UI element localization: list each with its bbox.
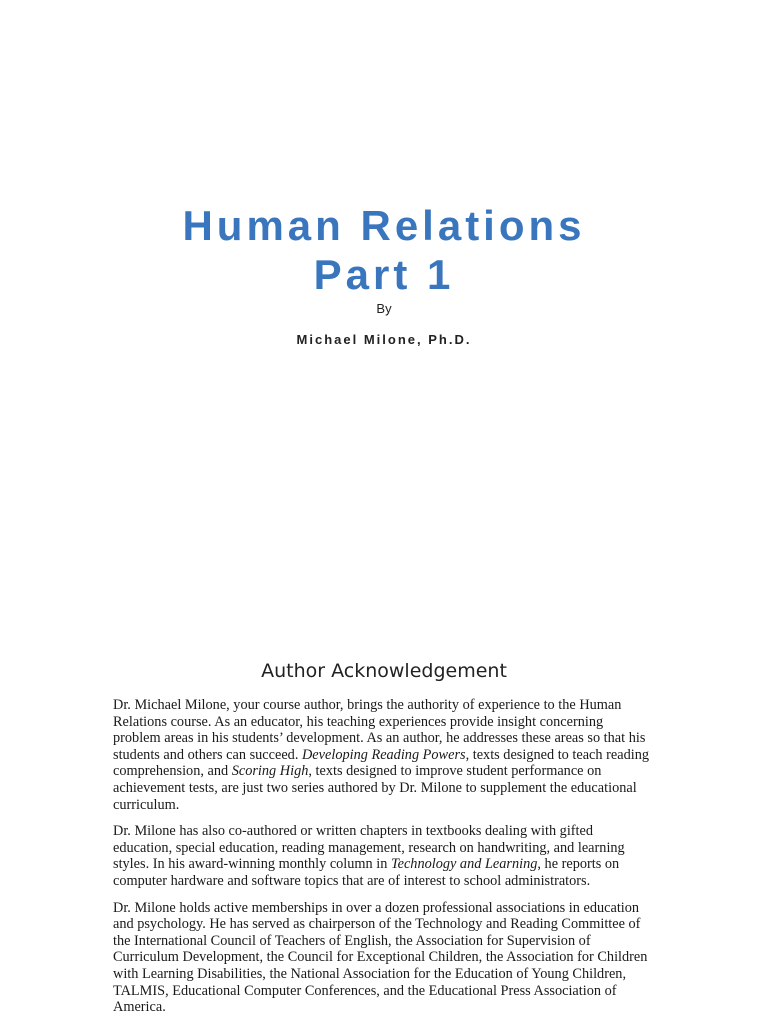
acknowledgement-heading: Author Acknowledgement	[261, 660, 507, 682]
paragraph-1-text-a: Dr. Michael Milone, your course author, brings the authority of experience to the Human Relations course. As an educator, his teaching experiences provide insight concerning problem areas in his students’ development. As an author, he addresses these areas so that his students and others can succeed.	[113, 697, 646, 763]
acknowledgement-body	[113, 697, 653, 1026]
book-title-scoring-high: Scoring High	[231, 763, 309, 780]
acknowledgement-paragraph-3: Dr. Milone holds active memberships in over a dozen professional associations in education and psychology. He has served as chairperson of the Technology and Reading Committee of the International Council of Teachers of English, the Association for Supervision of Curriculum Development, the Council for Exceptional Children, the Association for Children with Learning Disabilities, the National Association for the Education of Young Children, TALMIS, Educational Computer Conferences, and the Educational Press Association of America.	[113, 899, 648, 1016]
paragraph-2-text-a: Dr. Milone has also co-authored or written chapters in textbooks dealing with gifted education, special education, reading management, research on handwriting, and learning styles. In his award-winning monthly column in	[113, 823, 625, 873]
by-label: By	[376, 301, 392, 316]
paragraph-2-text-b: , he reports on computer hardware and software topics that are of interest to school administrators.	[113, 856, 620, 889]
book-title-developing-reading-powers: Developing Reading Powers	[301, 746, 466, 763]
column-title-technology-and-learning: Technology and Learning	[390, 856, 538, 873]
acknowledgement-paragraph-1	[113, 697, 653, 813]
paragraph-1-text-c: , texts designed to improve student performance on achievement tests, are just two series authored by Dr. Milone to supplement the educational curriculum.	[113, 763, 637, 813]
paragraph-1-text-b: , texts designed to teach reading comprehension, and	[113, 746, 649, 780]
title-line-2: Part 1	[313, 251, 455, 298]
acknowledgement-paragraph-2	[113, 823, 653, 889]
author-name: Michael Milone, Ph.D.	[296, 332, 472, 347]
title-line-1: Human Relations	[182, 202, 586, 249]
